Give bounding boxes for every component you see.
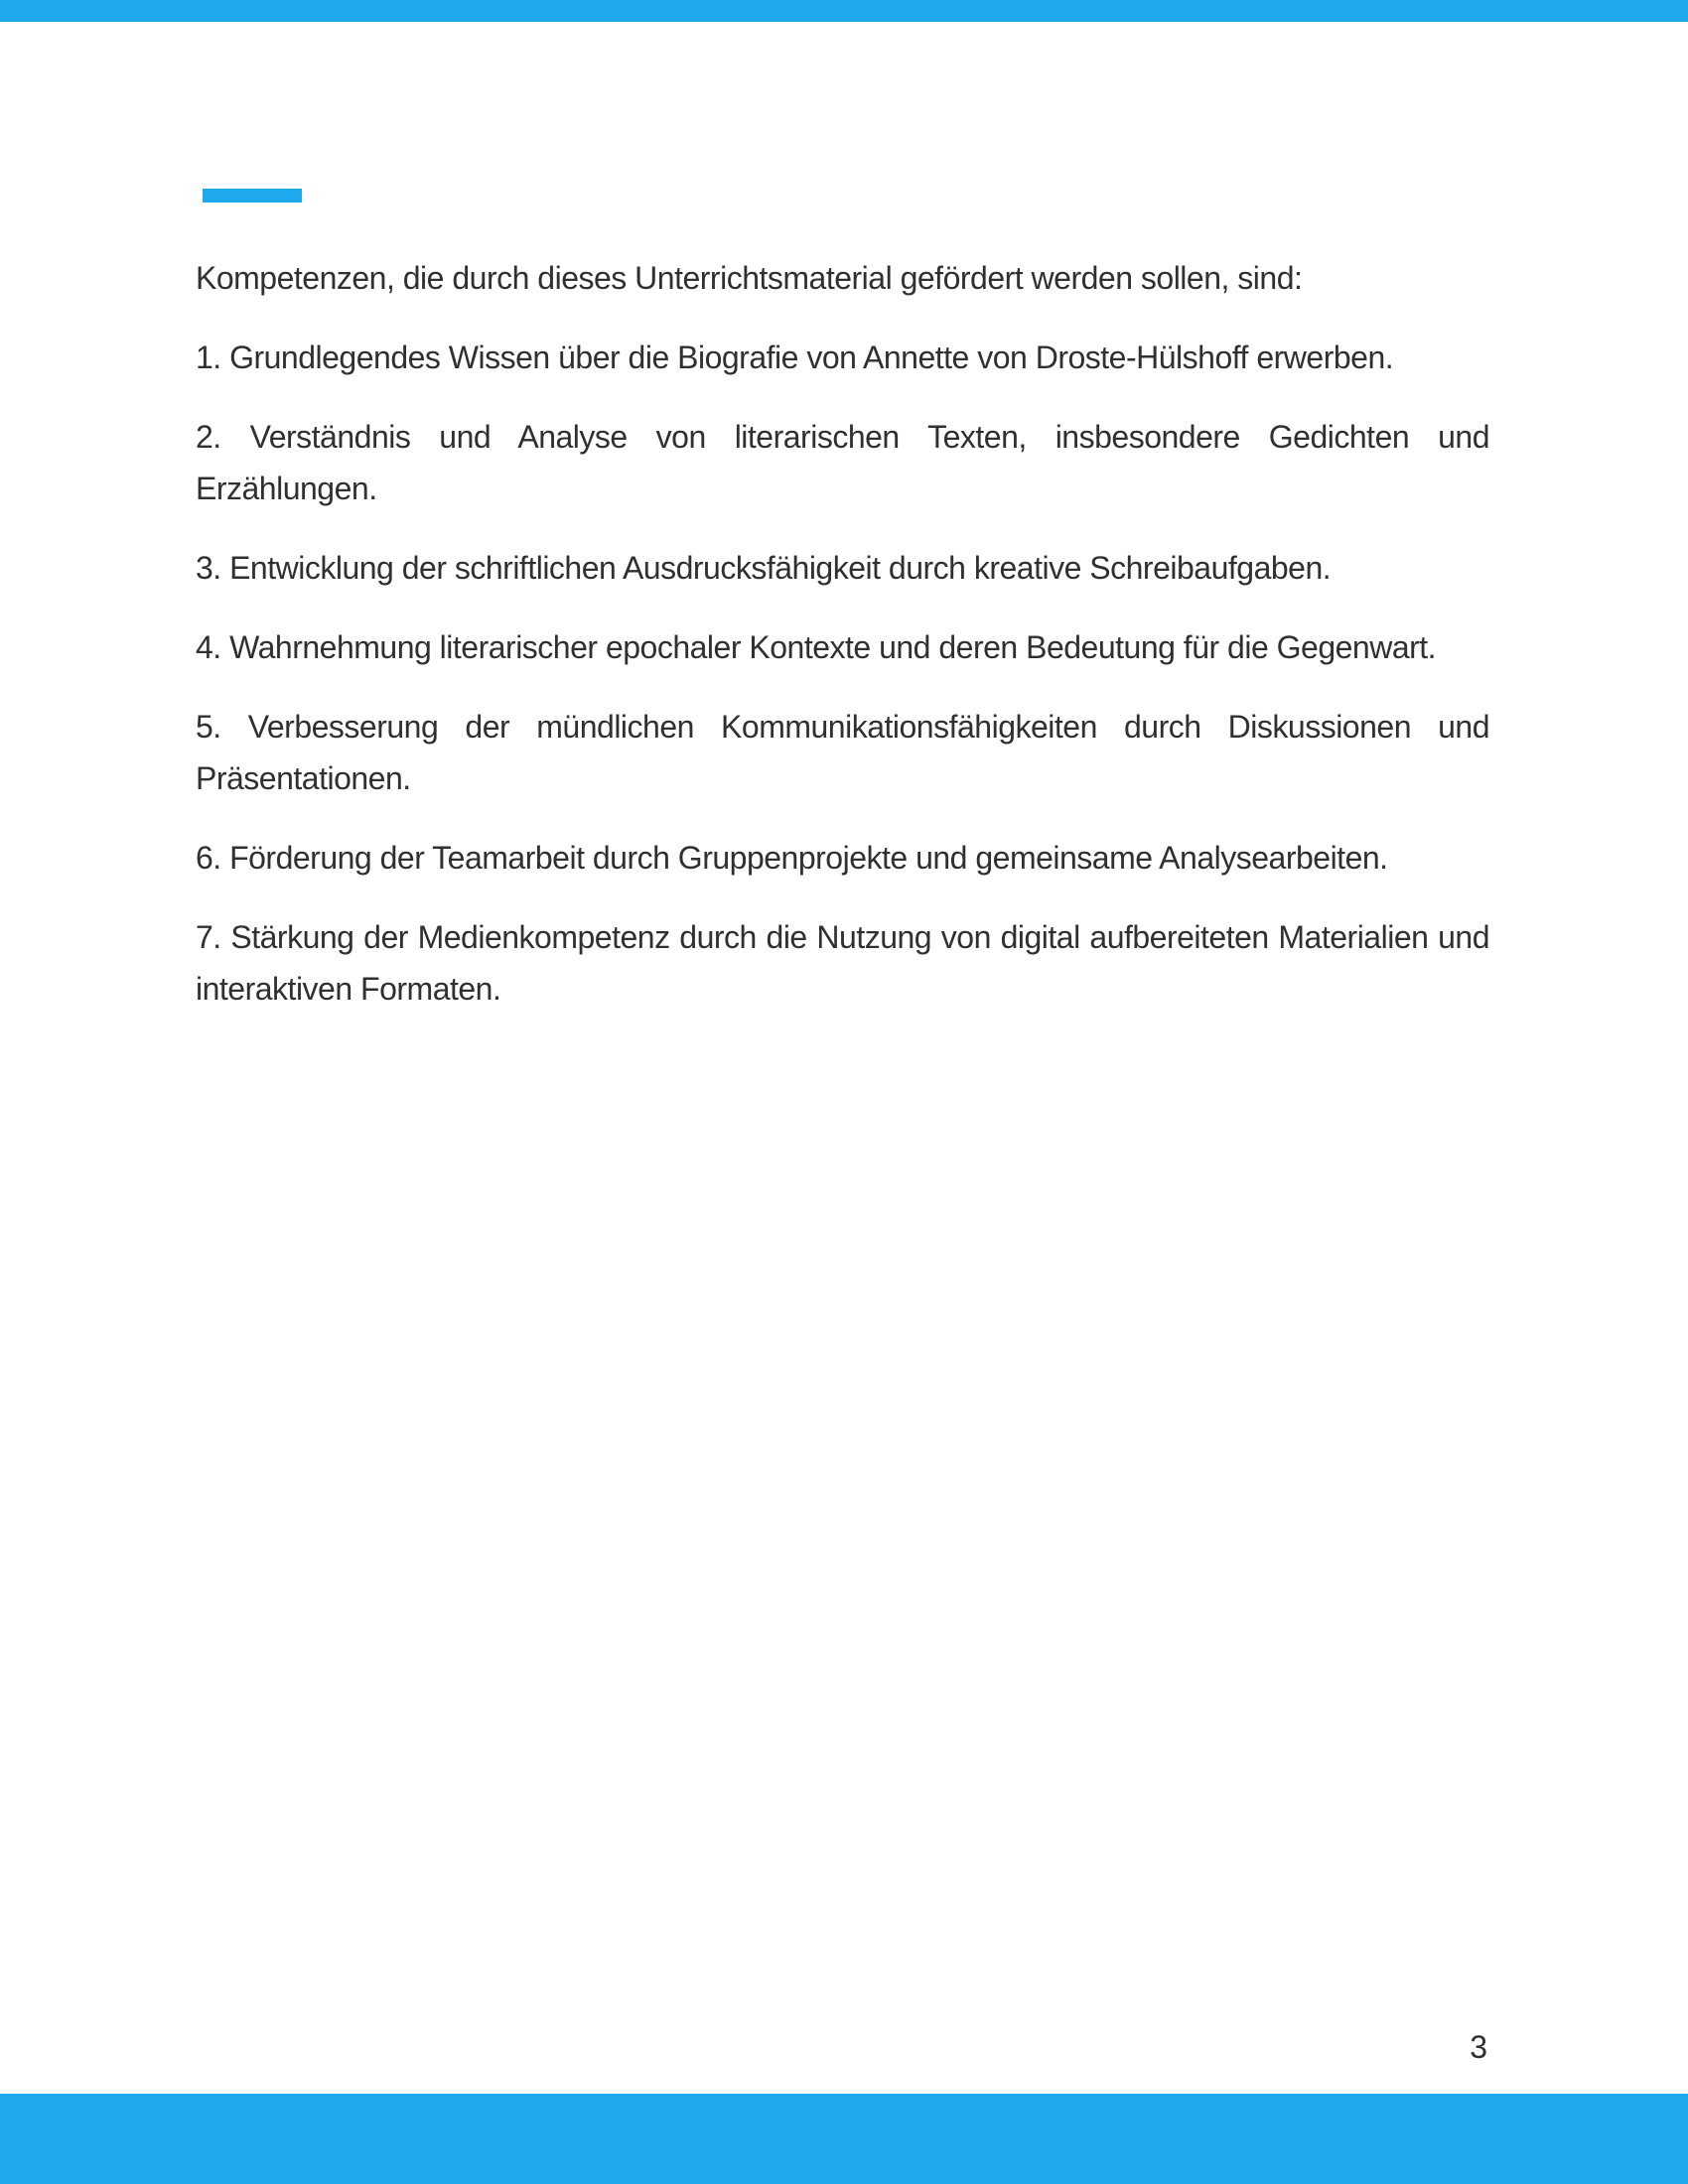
bottom-accent-bar	[0, 2094, 1688, 2184]
intro-paragraph: Kompetenzen, die durch dieses Unterrichtsmaterial gefördert werden sollen, sind:	[196, 260, 1303, 296]
competency-item-1: 1. Grundlegendes Wissen über die Biografie von Annette von Droste-Hülshoff erwerben.	[196, 340, 1394, 375]
top-accent-bar	[0, 0, 1688, 22]
page-content	[196, 252, 1489, 1042]
competency-item-6: 6. Förderung der Teamarbeit durch Gruppenprojekte und gemeinsame Analysearbeiten.	[196, 840, 1388, 876]
competency-item-5: 5. Verbesserung der mündlichen Kommunikationsfähigkeiten durch Diskussionen und Präsentationen.	[196, 709, 1489, 796]
competency-item-7: 7. Stärkung der Medienkompetenz durch die Nutzung von digital aufbereiteten Materialien und interaktiven Formaten.	[196, 919, 1489, 1007]
competency-item-4: 4. Wahrnehmung literarischer epochaler Kontexte und deren Bedeutung für die Gegenwart.	[196, 629, 1437, 665]
page-number: 3	[1470, 2029, 1487, 2065]
section-accent-dash	[203, 189, 302, 203]
competency-item-3: 3. Entwicklung der schriftlichen Ausdrucksfähigkeit durch kreative Schreibaufgaben.	[196, 550, 1332, 586]
competency-item-2: 2. Verständnis und Analyse von literarischen Texten, insbesondere Gedichten und Erzählungen.	[196, 419, 1489, 506]
